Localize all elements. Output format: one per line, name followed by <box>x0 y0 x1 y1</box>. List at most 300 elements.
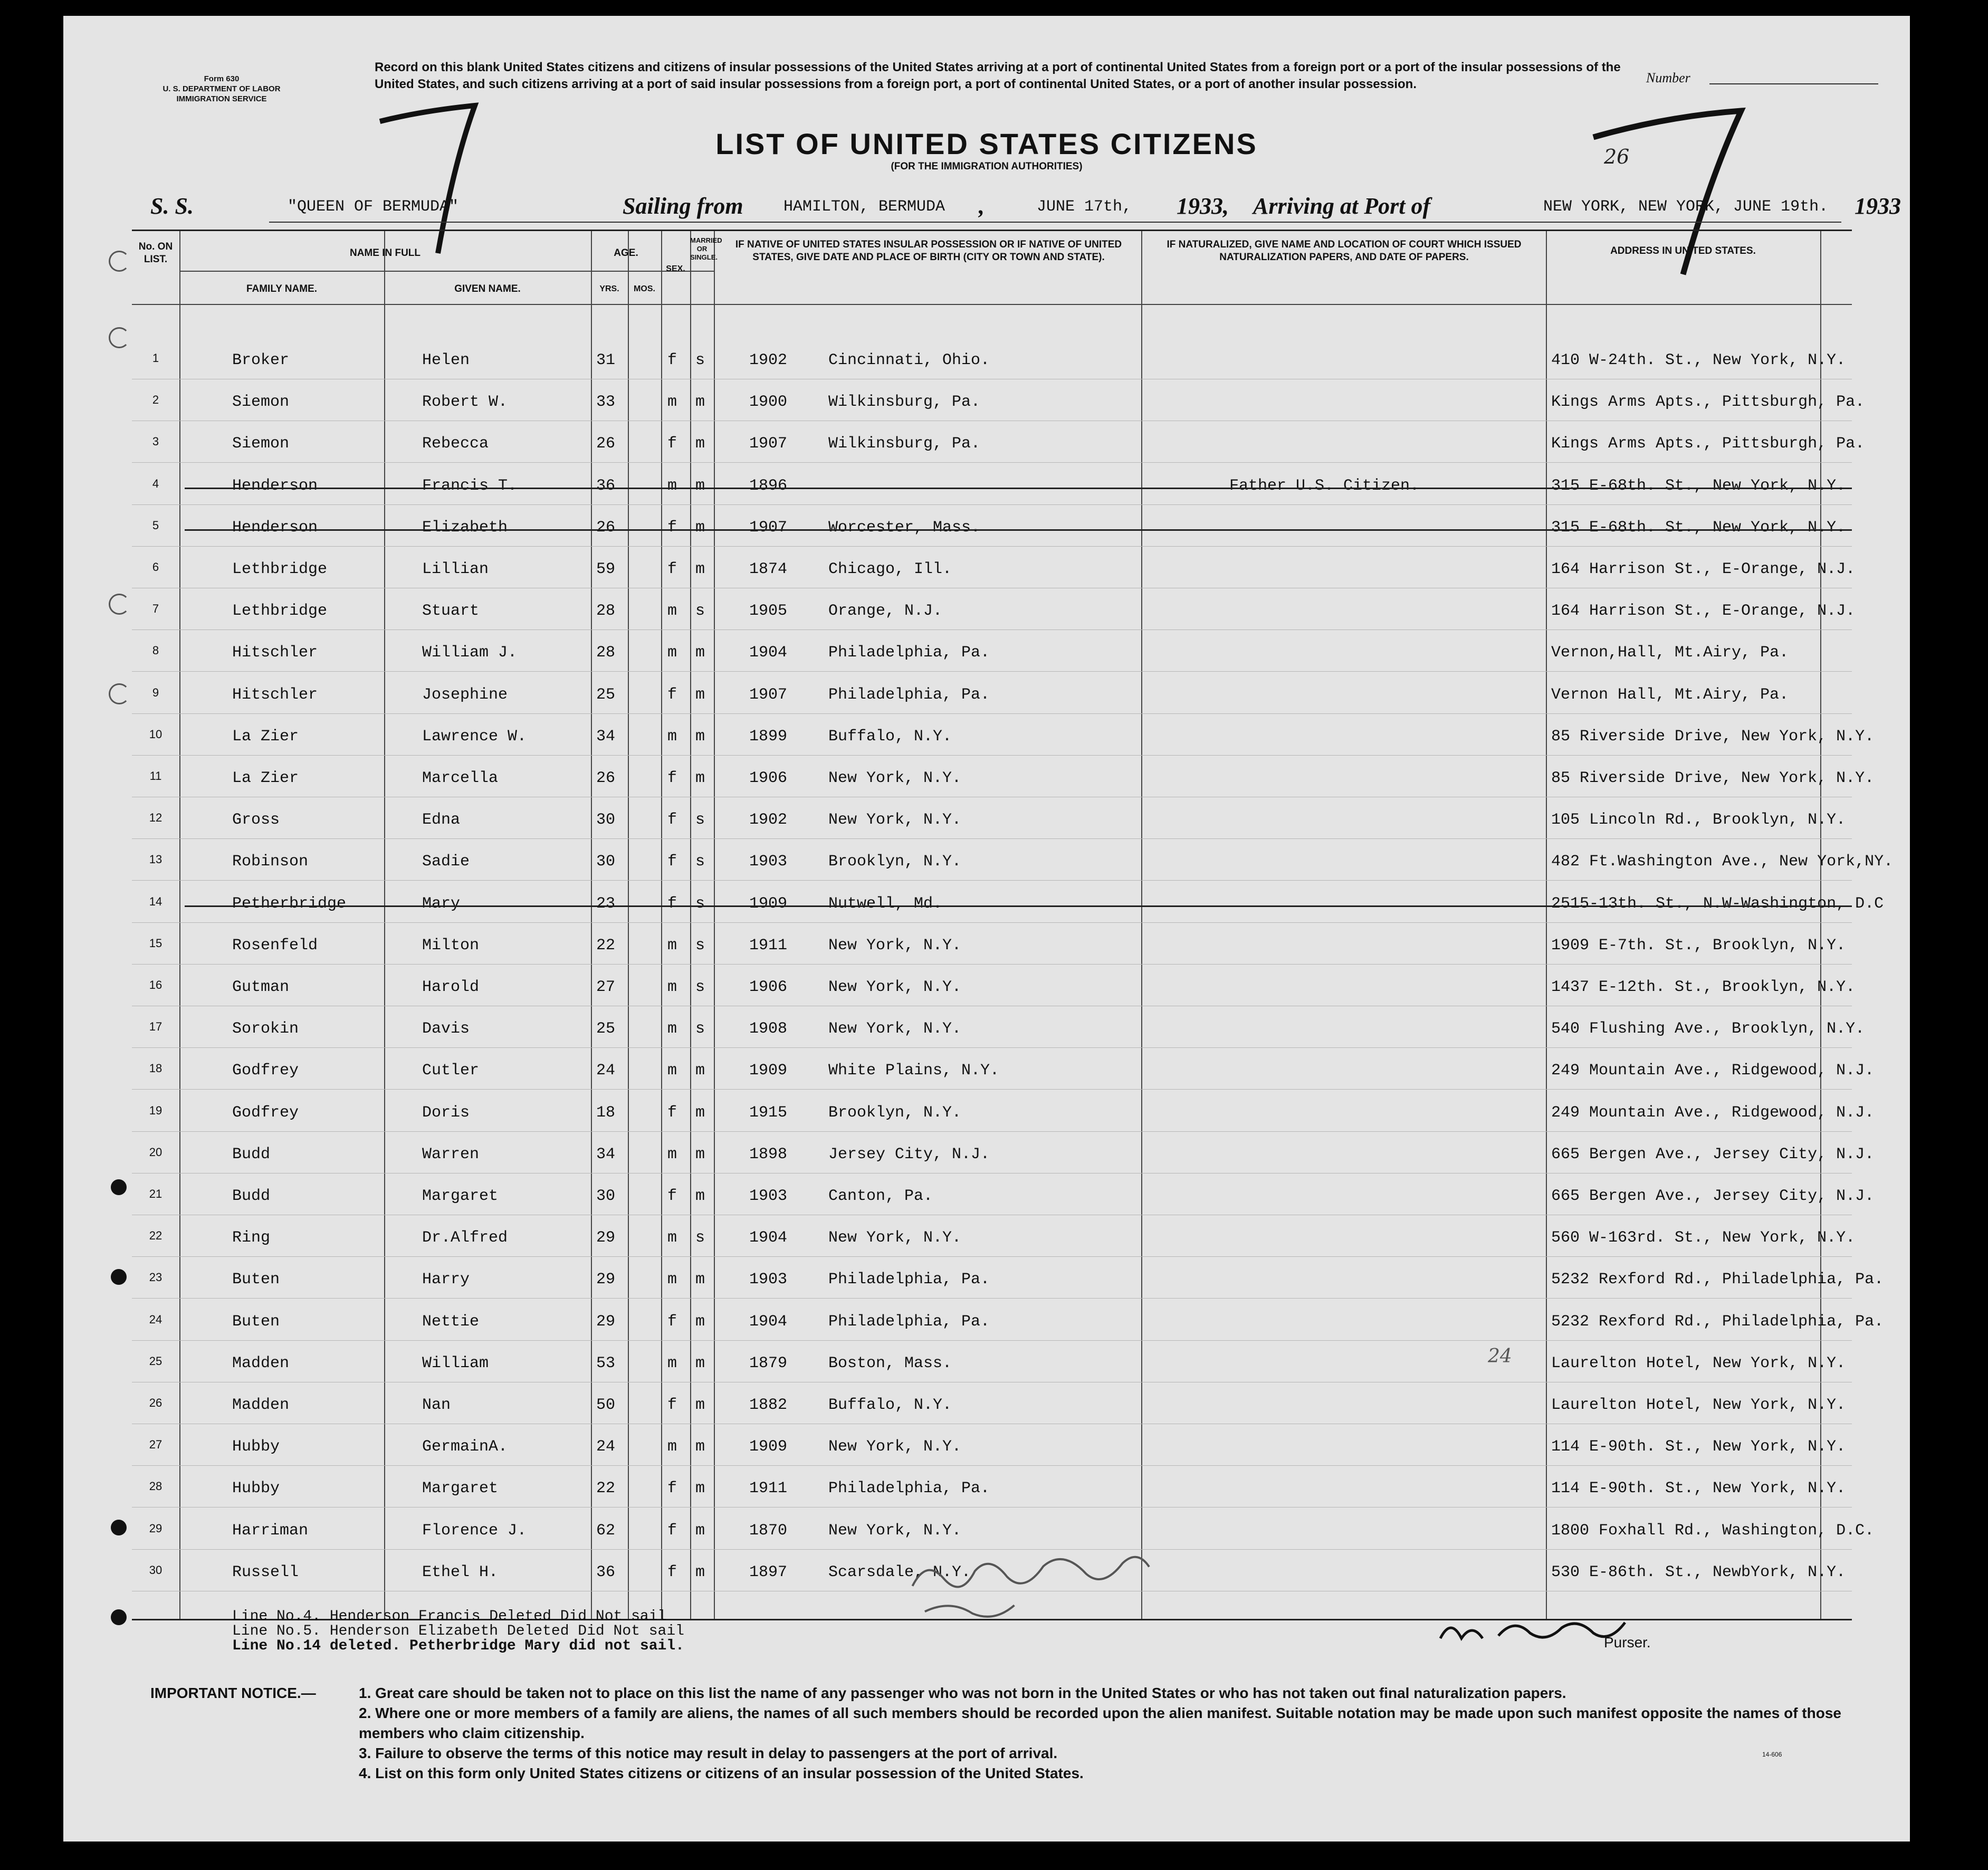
cell-family-name: Hitschler <box>232 644 318 662</box>
cell-birth-year: 1904 <box>749 644 788 662</box>
cell-birth-year: 1904 <box>749 1312 788 1331</box>
cell-birth-year: 1915 <box>749 1103 788 1122</box>
cell-sex: m <box>667 1438 677 1456</box>
cell-marital-status: s <box>695 351 705 369</box>
cell-sex: m <box>667 1271 677 1289</box>
cell-birth-year: 1902 <box>749 811 788 829</box>
cell-age: 29 <box>596 1312 616 1331</box>
cell-age: 28 <box>596 602 616 621</box>
table-row <box>132 1178 1875 1216</box>
binder-ring-mark <box>109 683 130 704</box>
notice-item: 3. Failure to observe the terms of this notice may result in delay to passengers at the port of arrival. <box>359 1745 1058 1761</box>
cell-age: 25 <box>596 685 616 704</box>
cell-given-name: Rebecca <box>422 435 489 453</box>
cell-address: 85 Riverside Drive, New York, N.Y. <box>1551 769 1875 787</box>
notice-item: 1. Great care should be taken not to place on this list the name of any passenger who was not born in the United States or who has not taken out final naturalization papers. <box>359 1685 1566 1701</box>
cell-family-name: Budd <box>232 1187 271 1205</box>
cell-address: Vernon Hall, Mt.Airy, Pa. <box>1551 685 1789 704</box>
cell-given-name: Robert W. <box>422 393 508 412</box>
cell-sex: m <box>667 393 677 412</box>
comma-separator: , <box>979 193 985 219</box>
cell-marital-status: m <box>695 393 705 412</box>
cell-age: 26 <box>596 769 616 787</box>
cell-marital-status: m <box>695 1145 705 1163</box>
cell-birth-year: 1904 <box>749 1229 788 1247</box>
table-row <box>132 509 1852 547</box>
cell-birth-year: 1879 <box>749 1354 788 1372</box>
page-subtitle: (FOR THE IMMIGRATION AUTHORITIES) <box>891 161 1083 172</box>
cell-address: 85 Riverside Drive, New York, N.Y. <box>1551 727 1875 746</box>
row-rule <box>132 1507 1852 1508</box>
table-row <box>132 969 1856 1007</box>
cell-marital-status: m <box>695 560 705 578</box>
cell-marital-status: m <box>695 1480 705 1498</box>
cell-address: Vernon,Hall, Mt.Airy, Pa. <box>1551 644 1789 662</box>
cell-given-name: Nan <box>422 1396 451 1414</box>
cell-birth-place: Buffalo, N.Y. <box>828 1396 952 1414</box>
table-row <box>132 1303 1884 1341</box>
cell-marital-status: m <box>695 1103 705 1122</box>
cell-sex: m <box>667 936 677 955</box>
cell-given-name: Lillian <box>422 560 489 578</box>
cell-marital-status: m <box>695 769 705 787</box>
cell-sex: f <box>667 1312 677 1331</box>
cell-birth-place: Cincinnati, Ohio. <box>828 351 990 369</box>
cell-list-number: 25 <box>149 1354 163 1368</box>
cell-given-name: Edna <box>422 811 461 829</box>
cell-family-name: Lethbridge <box>232 560 328 578</box>
cell-birth-place: Scarsdale, N.Y. <box>828 1563 971 1581</box>
table-row <box>132 634 1852 672</box>
cell-family-name: Petherbridge <box>232 894 347 913</box>
cell-given-name: William J. <box>422 644 518 662</box>
cell-sex: f <box>667 894 677 913</box>
cell-family-name: Gutman <box>232 978 290 996</box>
cell-list-number: 30 <box>149 1563 163 1577</box>
cell-age: 62 <box>596 1521 616 1540</box>
cell-sex: f <box>667 1103 677 1122</box>
cell-given-name: William <box>422 1354 489 1372</box>
table-row <box>132 593 1856 631</box>
department-name: U. S. DEPARTMENT OF LABOR <box>163 84 281 93</box>
manifest-sheet <box>63 16 1910 1842</box>
cell-sex: m <box>667 727 677 746</box>
cell-marital-status: m <box>695 1438 705 1456</box>
cell-address: Laurelton Hotel, New York, N.Y. <box>1551 1396 1846 1414</box>
cell-birth-place: New York, N.Y. <box>828 769 962 787</box>
table-row <box>132 1512 1875 1550</box>
cell-address: 560 W-163rd. St., New York, N.Y. <box>1551 1229 1856 1247</box>
cell-address: Kings Arms Apts., Pittsburgh, Pa. <box>1551 393 1865 412</box>
cell-marital-status: s <box>695 978 705 996</box>
cell-age: 24 <box>596 1062 616 1080</box>
cell-address: 530 E-86th. St., NewbYork, N.Y. <box>1551 1563 1846 1581</box>
cell-birth-place: Jersey City, N.J. <box>828 1145 990 1163</box>
cell-address: 1909 E-7th. St., Brooklyn, N.Y. <box>1551 936 1846 955</box>
binder-ring-mark <box>109 327 130 348</box>
cell-sex: f <box>667 351 677 369</box>
notice-items <box>359 1683 1862 1783</box>
cell-naturalization: Father U.S. Citizen. <box>1229 476 1420 495</box>
cell-age: 36 <box>596 476 616 495</box>
arriving-label: Arriving at Port of <box>1253 193 1431 219</box>
cell-list-number: 29 <box>149 1521 163 1535</box>
cell-sex: m <box>667 602 677 621</box>
cell-sex: f <box>667 1396 677 1414</box>
cell-age: 22 <box>596 936 616 955</box>
cell-list-number: 1 <box>152 351 159 365</box>
cell-list-number: 4 <box>152 476 159 490</box>
cell-birth-year: 1903 <box>749 1187 788 1205</box>
cell-address: 249 Mountain Ave., Ridgewood, N.J. <box>1551 1062 1875 1080</box>
ss-label: S. S. <box>150 193 194 219</box>
header-bottom-rule <box>132 304 1852 305</box>
cell-family-name: Budd <box>232 1145 271 1163</box>
cell-address: 164 Harrison St., E-Orange, N.J. <box>1551 602 1856 621</box>
cell-birth-place: Orange, N.J. <box>828 602 943 621</box>
cell-age: 30 <box>596 853 616 871</box>
cell-age: 28 <box>596 644 616 662</box>
cell-age: 29 <box>596 1271 616 1289</box>
row-rule <box>132 462 1852 463</box>
cell-marital-status: s <box>695 853 705 871</box>
cell-given-name: Harry <box>422 1271 470 1289</box>
cell-birth-place: Worcester, Mass. <box>828 518 981 537</box>
table-row <box>132 802 1852 839</box>
cell-family-name: Hitschler <box>232 685 318 704</box>
cell-birth-year: 1907 <box>749 685 788 704</box>
cell-given-name: Elizabeth <box>422 518 508 537</box>
voyage-line <box>150 193 1901 224</box>
cell-age: 34 <box>596 727 616 746</box>
cell-family-name: Broker <box>232 351 290 369</box>
cell-birth-year: 1897 <box>749 1563 788 1581</box>
cell-marital-status: m <box>695 435 705 453</box>
notice-item: 2. Where one or more members of a family are aliens, the names of all such members should be recorded upon the alien manifest. Suitable notation may be made upon such manifest opposite the names of those members who claim citizenship. <box>359 1705 1841 1741</box>
cell-sex: m <box>667 644 677 662</box>
cell-birth-year: 1911 <box>749 936 788 955</box>
page-title: LIST OF UNITED STATES CITIZENS <box>715 127 1258 160</box>
row-rule <box>132 504 1852 505</box>
binder-hole <box>111 1609 127 1625</box>
cell-age: 25 <box>596 1020 616 1038</box>
header-no: No. ON LIST. <box>138 241 173 265</box>
cell-list-number: 5 <box>152 518 159 532</box>
cell-birth-year: 1907 <box>749 435 788 453</box>
cell-address: 315 E-68th. St., New York, N.Y. <box>1551 476 1846 495</box>
table-row <box>132 425 1865 463</box>
arrival-year: 1933 <box>1855 193 1901 219</box>
table-row <box>132 1219 1856 1257</box>
cell-given-name: Stuart <box>422 602 480 621</box>
cell-marital-status: s <box>695 894 705 913</box>
cell-list-number: 19 <box>149 1103 163 1117</box>
cell-address: 540 Flushing Ave., Brooklyn, N.Y. <box>1551 1020 1865 1038</box>
cell-given-name: Mary <box>422 894 461 913</box>
record-instructions: Record on this blank United States citizens and citizens of insular possessions of the United States arriving at a port of continental United States from a foreign port or a port of the insular possessions of the United States, and such citizens arriving at a port of said insular possessions from a foreign port, a port of continental United States, or a port of another insular possession. <box>375 60 1621 91</box>
cell-age: 18 <box>596 1103 616 1122</box>
deletion-note-3: Line No.14 deleted. Petherbridge Mary did not sail. <box>232 1638 684 1654</box>
header-married: MARRIED OR SINGLE. <box>690 236 722 261</box>
cell-birth-place: New York, N.Y. <box>828 811 962 829</box>
row-rule <box>132 1465 1852 1466</box>
table-row <box>132 927 1852 965</box>
cell-birth-year: 1898 <box>749 1145 788 1163</box>
cell-family-name: Harriman <box>232 1521 309 1540</box>
cell-given-name: Helen <box>422 351 470 369</box>
cell-list-number: 17 <box>149 1020 163 1034</box>
row-rule <box>132 1340 1852 1341</box>
cell-family-name: Godfrey <box>232 1103 299 1122</box>
cell-marital-status: s <box>695 811 705 829</box>
header-address: ADDRESS IN UNITED STATES. <box>1610 245 1756 256</box>
cell-address: 249 Mountain Ave., Ridgewood, N.J. <box>1551 1103 1875 1122</box>
cell-birth-year: 1870 <box>749 1521 788 1540</box>
cell-list-number: 14 <box>149 894 163 908</box>
cell-list-number: 21 <box>149 1187 163 1200</box>
cell-birth-place: Wilkinsburg, Pa. <box>828 393 981 412</box>
departure-year: 1933, <box>1177 193 1229 219</box>
cell-birth-year: 1909 <box>749 1438 788 1456</box>
cell-birth-place: White Plains, N.Y. <box>828 1062 1000 1080</box>
cell-family-name: Siemon <box>232 435 290 453</box>
cell-list-number: 13 <box>149 853 163 866</box>
cell-address: 164 Harrison St., E-Orange, N.J. <box>1551 560 1856 578</box>
cell-age: 31 <box>596 351 616 369</box>
cell-birth-place: Canton, Pa. <box>828 1187 933 1205</box>
header-naturalized: IF NATURALIZED, GIVE NAME AND LOCATION OF COURT WHICH ISSUED NATURALIZATION PAPERS, AND DATE OF PAPERS. <box>1167 239 1522 263</box>
cell-address: 114 E-90th. St., New York, N.Y. <box>1551 1480 1846 1498</box>
margin-note: 24 <box>1488 1346 1512 1367</box>
cell-age: 30 <box>596 811 616 829</box>
cell-marital-status: m <box>695 1312 705 1331</box>
cell-list-number: 15 <box>149 936 163 950</box>
cell-age: 27 <box>596 978 616 996</box>
deletion-note-1: Line No.4. Henderson Francis Deleted Did Not sail <box>232 1608 667 1625</box>
cell-marital-status: m <box>695 1062 705 1080</box>
cell-family-name: Gross <box>232 811 280 829</box>
table-row <box>132 1094 1875 1132</box>
cell-birth-year: 1909 <box>749 1062 788 1080</box>
cell-birth-place: Philadelphia, Pa. <box>828 1312 990 1331</box>
ship-name: "QUEEN OF BERMUDA" <box>288 198 459 216</box>
cell-given-name: Doris <box>422 1103 470 1122</box>
binder-hole <box>111 1520 127 1535</box>
table-row <box>132 1261 1884 1299</box>
cell-given-name: Florence J. <box>422 1521 527 1540</box>
cell-address: 410 W-24th. St., New York, N.Y. <box>1551 351 1846 369</box>
row-rule <box>132 964 1852 965</box>
cell-age: 26 <box>596 518 616 537</box>
cell-birth-place: New York, N.Y. <box>828 936 962 955</box>
cell-address: 114 E-90th. St., New York, N.Y. <box>1551 1438 1846 1456</box>
cell-sex: f <box>667 685 677 704</box>
header-given: GIVEN NAME. <box>454 283 521 294</box>
cell-birth-place: Nutwell, Md. <box>828 894 943 913</box>
row-rule <box>132 1089 1852 1090</box>
binder-hole <box>111 1179 127 1195</box>
row-rule <box>132 838 1852 839</box>
cell-birth-year: 1908 <box>749 1020 788 1038</box>
header-subrule <box>179 271 714 272</box>
cell-list-number: 3 <box>152 435 159 449</box>
cell-given-name: Marcella <box>422 769 499 787</box>
binder-ring-mark <box>109 594 130 615</box>
cell-list-number: 11 <box>149 769 162 783</box>
cell-family-name: La Zier <box>232 727 299 746</box>
cell-marital-status: s <box>695 1229 705 1247</box>
cell-birth-place: Philadelphia, Pa. <box>828 644 990 662</box>
cell-sex: f <box>667 1563 677 1581</box>
cell-age: 23 <box>596 894 616 913</box>
cell-list-number: 16 <box>149 978 163 991</box>
notice-item: 4. List on this form only United States citizens or citizens of an insular possession of the United States. <box>359 1765 1084 1781</box>
cell-address: 1437 E-12th. St., Brooklyn, N.Y. <box>1551 978 1856 996</box>
cell-address: Laurelton Hotel, New York, N.Y. <box>1551 1354 1846 1372</box>
table-row <box>132 1052 1875 1090</box>
cell-address: 665 Bergen Ave., Jersey City, N.J. <box>1551 1187 1875 1205</box>
header-name: NAME IN FULL <box>349 247 421 259</box>
cell-family-name: Buten <box>232 1312 280 1331</box>
cell-sex: m <box>667 1062 677 1080</box>
cell-age: 34 <box>596 1145 616 1163</box>
passenger-table <box>132 230 1894 1620</box>
cell-given-name: Josephine <box>422 685 508 704</box>
cell-marital-status: s <box>695 936 705 955</box>
notice-label: IMPORTANT NOTICE.— <box>150 1685 316 1701</box>
cell-birth-year: 1906 <box>749 769 788 787</box>
cell-sex: m <box>667 476 677 495</box>
cell-birth-place: New York, N.Y. <box>828 1521 962 1540</box>
cell-birth-year: 1902 <box>749 351 788 369</box>
row-rule <box>132 1131 1852 1132</box>
cell-age: 29 <box>596 1229 616 1247</box>
cell-sex: f <box>667 853 677 871</box>
cell-sex: m <box>667 1354 677 1372</box>
cell-birth-place: New York, N.Y. <box>828 1438 962 1456</box>
cell-birth-year: 1909 <box>749 894 788 913</box>
sailing-from-label: Sailing from <box>623 193 743 219</box>
cell-birth-place: Buffalo, N.Y. <box>828 727 952 746</box>
cell-family-name: Madden <box>232 1396 290 1414</box>
purser-label: Purser. <box>1604 1634 1651 1650</box>
table-row <box>132 1136 1875 1174</box>
row-rule <box>132 755 1852 756</box>
table-row <box>132 1428 1852 1466</box>
cell-birth-place: New York, N.Y. <box>828 1229 962 1247</box>
cell-marital-status: m <box>695 1396 705 1414</box>
cell-given-name: Davis <box>422 1020 470 1038</box>
cell-birth-place: New York, N.Y. <box>828 978 962 996</box>
cell-list-number: 23 <box>149 1271 163 1284</box>
cell-birth-place: Brooklyn, N.Y. <box>828 853 962 871</box>
cell-birth-place: Brooklyn, N.Y. <box>828 1103 962 1122</box>
table-row <box>132 1010 1865 1048</box>
header-sex: SEX. <box>666 264 685 273</box>
cell-birth-place: Philadelphia, Pa. <box>828 685 990 704</box>
cell-given-name: Warren <box>422 1145 480 1163</box>
cell-age: 50 <box>596 1396 616 1414</box>
row-rule <box>132 546 1852 547</box>
number-label: Number <box>1646 70 1690 85</box>
cell-birth-place: Wilkinsburg, Pa. <box>828 435 981 453</box>
cell-list-number: 27 <box>149 1438 163 1452</box>
cell-given-name: Sadie <box>422 853 470 871</box>
table-row <box>132 760 1875 798</box>
row-rule <box>132 1298 1852 1299</box>
cell-address: 5232 Rexford Rd., Philadelphia, Pa. <box>1551 1312 1884 1331</box>
table-row <box>132 1387 1852 1425</box>
cell-birth-year: 1882 <box>749 1396 788 1414</box>
cell-list-number: 24 <box>149 1312 163 1326</box>
cell-marital-status: m <box>695 644 705 662</box>
cell-family-name: Rosenfeld <box>232 936 318 955</box>
cell-given-name: Francis T. <box>422 476 518 495</box>
row-rule <box>132 629 1852 630</box>
row-rule <box>132 1047 1852 1048</box>
cell-birth-year: 1905 <box>749 602 788 621</box>
cell-family-name: Hubby <box>232 1438 280 1456</box>
cell-family-name: Robinson <box>232 853 309 871</box>
cell-given-name: Ethel H. <box>422 1563 499 1581</box>
cell-birth-year: 1903 <box>749 853 788 871</box>
cell-given-name: Lawrence W. <box>422 727 527 746</box>
cell-family-name: La Zier <box>232 769 299 787</box>
table-row <box>132 843 1894 881</box>
cell-list-number: 10 <box>149 727 163 741</box>
form-number: Form 630 <box>204 74 240 83</box>
row-rule <box>132 671 1852 672</box>
cell-sex: f <box>667 518 677 537</box>
cell-address: 482 Ft.Washington Ave., New York,NY. <box>1551 853 1894 871</box>
cell-list-number: 22 <box>149 1229 163 1243</box>
cell-age: 36 <box>596 1563 616 1581</box>
cell-list-number: 26 <box>149 1396 163 1409</box>
binder-hole <box>111 1269 127 1285</box>
cell-given-name: Dr.Alfred <box>422 1229 508 1247</box>
cell-list-number: 12 <box>149 811 163 825</box>
cell-family-name: Henderson <box>232 518 318 537</box>
cell-list-number: 2 <box>152 393 159 407</box>
cell-family-name: Hubby <box>232 1480 280 1498</box>
header-age: AGE. <box>614 247 638 259</box>
row-rule <box>132 713 1852 714</box>
cell-age: 30 <box>596 1187 616 1205</box>
cell-address: Kings Arms Apts., Pittsburgh, Pa. <box>1551 435 1865 453</box>
cell-birth-place: Boston, Mass. <box>828 1354 952 1372</box>
cell-birth-place: Philadelphia, Pa. <box>828 1480 990 1498</box>
cell-family-name: Henderson <box>232 476 318 495</box>
table-row <box>132 676 1852 714</box>
table-row <box>132 1345 1852 1383</box>
service-name: IMMIGRATION SERVICE <box>176 94 267 103</box>
header-mos: MOS. <box>634 284 655 293</box>
cell-birth-year: 1911 <box>749 1480 788 1498</box>
cell-sex: m <box>667 1020 677 1038</box>
cell-birth-year: 1906 <box>749 978 788 996</box>
cell-age: 59 <box>596 560 616 578</box>
cell-list-number: 20 <box>149 1145 163 1159</box>
cell-sex: f <box>667 1187 677 1205</box>
cell-list-number: 6 <box>152 560 159 574</box>
printer-code: 14-606 <box>1762 1751 1782 1758</box>
table-row <box>132 1470 1852 1508</box>
cell-sex: m <box>667 1229 677 1247</box>
arrival-port-date: NEW YORK, NEW YORK, JUNE 19th. <box>1543 198 1829 216</box>
cell-marital-status: m <box>695 476 705 495</box>
cell-marital-status: s <box>695 602 705 621</box>
cell-sex: m <box>667 1145 677 1163</box>
